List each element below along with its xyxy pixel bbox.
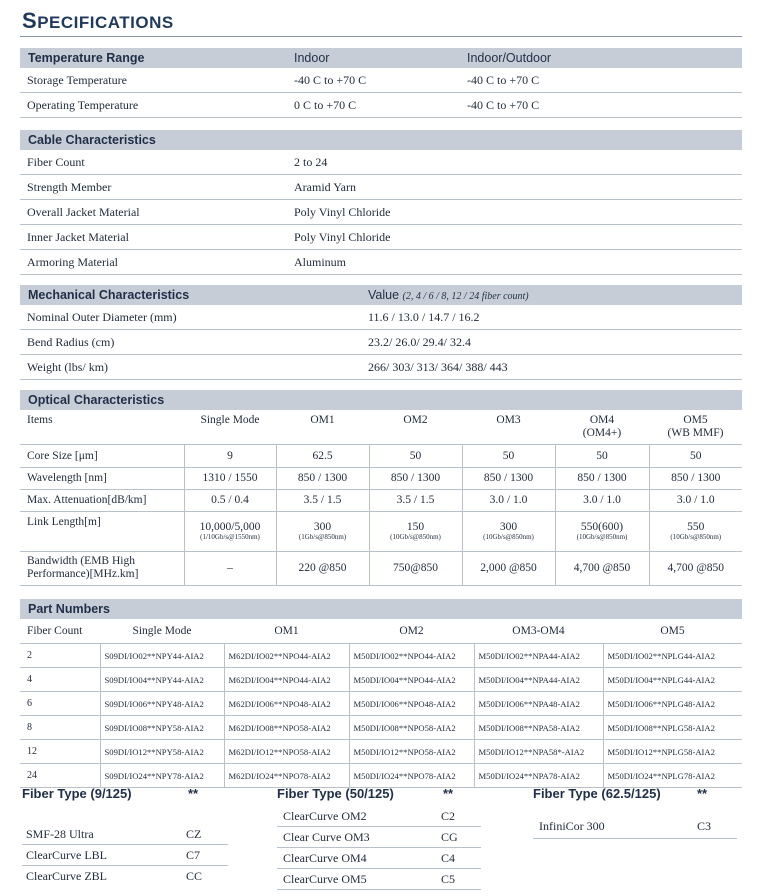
fiber-type-title: Fiber Type (9/125) ** [22, 786, 199, 801]
fiber-name: SMF-28 Ultra [26, 827, 94, 841]
part-number: S09DI/IO04**NPY44-AIA2 [100, 668, 224, 692]
row-value: Poly Vinyl Chloride [294, 230, 391, 244]
table-row [20, 225, 742, 250]
value-header: Value (2, 4 / 6 / 8, 12 / 24 fiber count) [368, 288, 529, 302]
col-om2: OM2 [349, 619, 474, 644]
table-row [20, 355, 742, 380]
fiber-code: CG [441, 830, 458, 844]
part-numbers-table [20, 619, 742, 788]
row-value: Aramid Yarn [294, 180, 356, 194]
value-note: (2, 4 / 6 / 8, 12 / 24 fiber count) [402, 291, 529, 302]
part-number: S09DI/IO08**NPY58-AIA2 [100, 716, 224, 740]
part-number: M50DI/IO02**NPLG44-AIA2 [603, 644, 742, 668]
optical-section [20, 390, 742, 586]
cell: 4,700 @850 [649, 551, 742, 585]
cable-section [20, 130, 742, 275]
cell: 220 @850 [276, 551, 369, 585]
cell: 50 [369, 444, 462, 467]
cell: 50 [555, 444, 649, 467]
col-indoor: Indoor [294, 51, 330, 65]
fiber-code: C3 [697, 819, 712, 833]
fiber-code: CZ [186, 827, 202, 841]
cell: 850 / 1300 [462, 467, 555, 489]
fiber-count: 6 [20, 692, 100, 716]
row-value: 266/ 303/ 313/ 364/ 388/ 443 [368, 360, 508, 374]
stars-marker: ** [697, 786, 708, 801]
table-row [20, 644, 742, 668]
fiber-type-9-125 [22, 786, 228, 886]
header-title: Part Numbers [28, 602, 110, 616]
col-om5: OM5 (WB MMF) [649, 410, 742, 444]
cell-note: (10Gb/s@850nm) [390, 533, 441, 541]
table-row [20, 716, 742, 740]
cell: 750@850 [369, 551, 462, 585]
cell: 50 [649, 444, 742, 467]
table-row [20, 93, 742, 118]
cell: 300 (1Gb/s@850nm) [276, 511, 369, 551]
optical-table [20, 410, 742, 586]
row-label: Armoring Material [27, 255, 118, 269]
cell: 3.5 / 1.5 [276, 489, 369, 511]
cell: 1310 / 1550 [184, 467, 276, 489]
part-number: M50DI/IO08**NPLG58-AIA2 [603, 716, 742, 740]
cell: 10,000/5,000 (1/10Gb/s@1550nm) [184, 511, 276, 551]
row-value: Aluminum [294, 255, 347, 269]
row-label: Weight (lbs/ km) [27, 360, 109, 374]
col-om5: OM5 [603, 619, 742, 644]
mechanical-section [20, 285, 742, 380]
part-number: M50DI/IO06**NPO48-AIA2 [349, 692, 474, 716]
fiber-count: 24 [20, 764, 100, 788]
section-header [20, 390, 742, 410]
cell-note: (10Gb/s@850nm) [670, 533, 722, 541]
cell: 3.0 / 1.0 [649, 489, 742, 511]
fiber-row [533, 816, 737, 839]
fiber-type-title: Fiber Type (50/125) ** [277, 786, 454, 801]
fiber-row [277, 848, 481, 869]
section-header [20, 130, 742, 150]
fiber-count: 8 [20, 716, 100, 740]
table-row [20, 551, 742, 585]
part-number: M50DI/IO04**NPLG44-AIA2 [603, 668, 742, 692]
table-header-row [20, 619, 742, 644]
table-row [20, 444, 742, 467]
section-header [20, 285, 742, 305]
cell: 9 [184, 444, 276, 467]
table-row [20, 489, 742, 511]
cell: 300 (10Gb/s@850nm) [462, 511, 555, 551]
cell-note: (10Gb/s@850nm) [576, 533, 628, 541]
part-number: S09DI/IO06**NPY48-AIA2 [100, 692, 224, 716]
part-number: M62DI/IO12**NPO58-AIA2 [224, 740, 349, 764]
cell: – [184, 551, 276, 585]
part-number: M62DI/IO06**NPO48-AIA2 [224, 692, 349, 716]
cell: 50 [462, 444, 555, 467]
row-label: Link Length[m] [20, 511, 184, 551]
table-row [20, 511, 742, 551]
col-om3-om4: OM3-OM4 [474, 619, 603, 644]
fiber-name: ClearCurve OM5 [283, 872, 367, 886]
cell: 550(600) (10Gb/s@850nm) [555, 511, 649, 551]
cell: 850 / 1300 [276, 467, 369, 489]
fiber-name: ClearCurve OM2 [283, 809, 367, 823]
row-value: 0 C to +70 C [294, 98, 357, 112]
col-om1: OM1 [224, 619, 349, 644]
cell: 850 / 1300 [649, 467, 742, 489]
part-numbers-section [20, 599, 742, 788]
cell: 62.5 [276, 444, 369, 467]
row-label: Strength Member [27, 180, 112, 194]
fiber-name: ClearCurve ZBL [26, 869, 107, 883]
header-title: Temperature Range [28, 51, 145, 65]
part-number: M50DI/IO02**NPA44-AIA2 [474, 644, 603, 668]
table-row [20, 150, 742, 175]
header-title: Optical Characteristics [28, 393, 165, 407]
cell: 2,000 @850 [462, 551, 555, 585]
fiber-code: CC [186, 869, 203, 883]
page-title: SPECIFICATIONS [22, 8, 174, 33]
part-number: M50DI/IO12**NPA58*-AIA2 [474, 740, 603, 764]
cell: 150 (10Gb/s@850nm) [369, 511, 462, 551]
part-number: S09DI/IO12**NPY58-AIA2 [100, 740, 224, 764]
table-row [20, 764, 742, 788]
part-number: M62DI/IO04**NPO44-AIA2 [224, 668, 349, 692]
header-title: Cable Characteristics [28, 133, 156, 147]
temperature-section [20, 48, 742, 118]
row-label: Core Size [μm] [20, 444, 184, 467]
part-number: M62DI/IO08**NPO58-AIA2 [224, 716, 349, 740]
row-value: -40 C to +70 C [467, 73, 540, 87]
stars-marker: ** [188, 786, 199, 801]
part-number: M50DI/IO06**NPLG48-AIA2 [603, 692, 742, 716]
table-header-row [20, 410, 742, 444]
cell: 850 / 1300 [369, 467, 462, 489]
fiber-code: C7 [186, 848, 201, 862]
fiber-code: C5 [441, 872, 456, 886]
row-label: Inner Jacket Material [27, 230, 129, 244]
row-value: Poly Vinyl Chloride [294, 205, 391, 219]
fiber-row [22, 845, 228, 866]
row-label: Bend Radius (cm) [27, 335, 115, 349]
section-header [20, 48, 742, 68]
part-number: M50DI/IO08**NPO58-AIA2 [349, 716, 474, 740]
col-om2: OM2 [369, 410, 462, 444]
table-row [20, 740, 742, 764]
row-label: Nominal Outer Diameter (mm) [27, 310, 177, 324]
row-label: Operating Temperature [27, 98, 139, 112]
cell-note: (1Gb/s@850nm) [298, 533, 347, 541]
fiber-code: C4 [441, 851, 456, 865]
cell-note: (1/10Gb/s@1550nm) [200, 533, 260, 541]
fiber-row [277, 869, 481, 890]
cell: 3.5 / 1.5 [369, 489, 462, 511]
col-om1: OM1 [276, 410, 369, 444]
fiber-row [277, 827, 481, 848]
col-om4: OM4 (OM4+) [555, 410, 649, 444]
table-row [20, 692, 742, 716]
table-row [20, 175, 742, 200]
fiber-count: 4 [20, 668, 100, 692]
col-fiber-count: Fiber Count [20, 619, 100, 644]
fiber-row [277, 806, 481, 827]
row-label: Storage Temperature [27, 73, 127, 87]
part-number: M50DI/IO04**NPA44-AIA2 [474, 668, 603, 692]
header-title: Mechanical Characteristics [28, 288, 190, 302]
cell: 550 (10Gb/s@850nm) [649, 511, 742, 551]
row-value: 2 to 24 [294, 155, 328, 169]
table-row [20, 668, 742, 692]
table-row [20, 68, 742, 93]
row-label: Overall Jacket Material [27, 205, 140, 219]
col-om3: OM3 [462, 410, 555, 444]
cell: 0.5 / 0.4 [184, 489, 276, 511]
part-number: M50DI/IO24**NPLG78-AIA2 [603, 764, 742, 788]
row-label: Fiber Count [27, 155, 85, 169]
col-single-mode: Single Mode [100, 619, 224, 644]
fiber-count: 2 [20, 644, 100, 668]
part-number: M50DI/IO12**NPO58-AIA2 [349, 740, 474, 764]
fiber-name: ClearCurve LBL [26, 848, 107, 862]
fiber-code: C2 [441, 809, 456, 823]
part-number: M50DI/IO02**NPO44-AIA2 [349, 644, 474, 668]
table-row [20, 200, 742, 225]
part-number: M50DI/IO04**NPO44-AIA2 [349, 668, 474, 692]
row-value: 11.6 / 13.0 / 14.7 / 16.2 [368, 310, 480, 324]
part-number: M62DI/IO02**NPO44-AIA2 [224, 644, 349, 668]
table-row [20, 250, 742, 275]
row-label: Max. Attenuation[dB/km] [20, 489, 184, 511]
row-value: -40 C to +70 C [294, 73, 367, 87]
row-value: 23.2/ 26.0/ 29.4/ 32.4 [368, 335, 472, 349]
part-number: S09DI/IO02**NPY44-AIA2 [100, 644, 224, 668]
stars-marker: ** [443, 786, 454, 801]
title-rule [20, 36, 742, 37]
items-label: Items [20, 410, 184, 444]
part-number: M50DI/IO24**NPA78-AIA2 [474, 764, 603, 788]
table-row [20, 330, 742, 355]
row-label: Wavelength [nm] [20, 467, 184, 489]
fiber-type-title: Fiber Type (62.5/125) ** [533, 786, 708, 801]
fiber-count: 12 [20, 740, 100, 764]
cell: 850 / 1300 [555, 467, 649, 489]
part-number: M50DI/IO08**NPA58-AIA2 [474, 716, 603, 740]
fiber-name: ClearCurve OM4 [283, 851, 367, 865]
part-number: M62DI/IO24**NPO78-AIA2 [224, 764, 349, 788]
fiber-name: Clear Curve OM3 [283, 830, 370, 844]
cell-note: (10Gb/s@850nm) [483, 533, 534, 541]
table-row [20, 467, 742, 489]
row-value: -40 C to +70 C [467, 98, 540, 112]
part-number: S09DI/IO24**NPY78-AIA2 [100, 764, 224, 788]
fiber-type-50-125 [277, 786, 481, 890]
col-single-mode: Single Mode [184, 410, 276, 444]
fiber-row [22, 824, 228, 845]
part-number: M50DI/IO12**NPLG58-AIA2 [603, 740, 742, 764]
part-number: M50DI/IO24**NPO78-AIA2 [349, 764, 474, 788]
col-indoor-outdoor: Indoor/Outdoor [467, 51, 552, 65]
table-row [20, 305, 742, 330]
row-label: Bandwidth (EMB High Performance)[MHz.km] [20, 551, 184, 585]
fiber-type-62-5-125 [533, 786, 737, 839]
cell: 3.0 / 1.0 [462, 489, 555, 511]
part-number: M50DI/IO06**NPA48-AIA2 [474, 692, 603, 716]
cell: 4,700 @850 [555, 551, 649, 585]
section-header [20, 599, 742, 619]
fiber-row [22, 866, 228, 886]
fiber-name: InfiniCor 300 [539, 819, 605, 833]
cell: 3.0 / 1.0 [555, 489, 649, 511]
